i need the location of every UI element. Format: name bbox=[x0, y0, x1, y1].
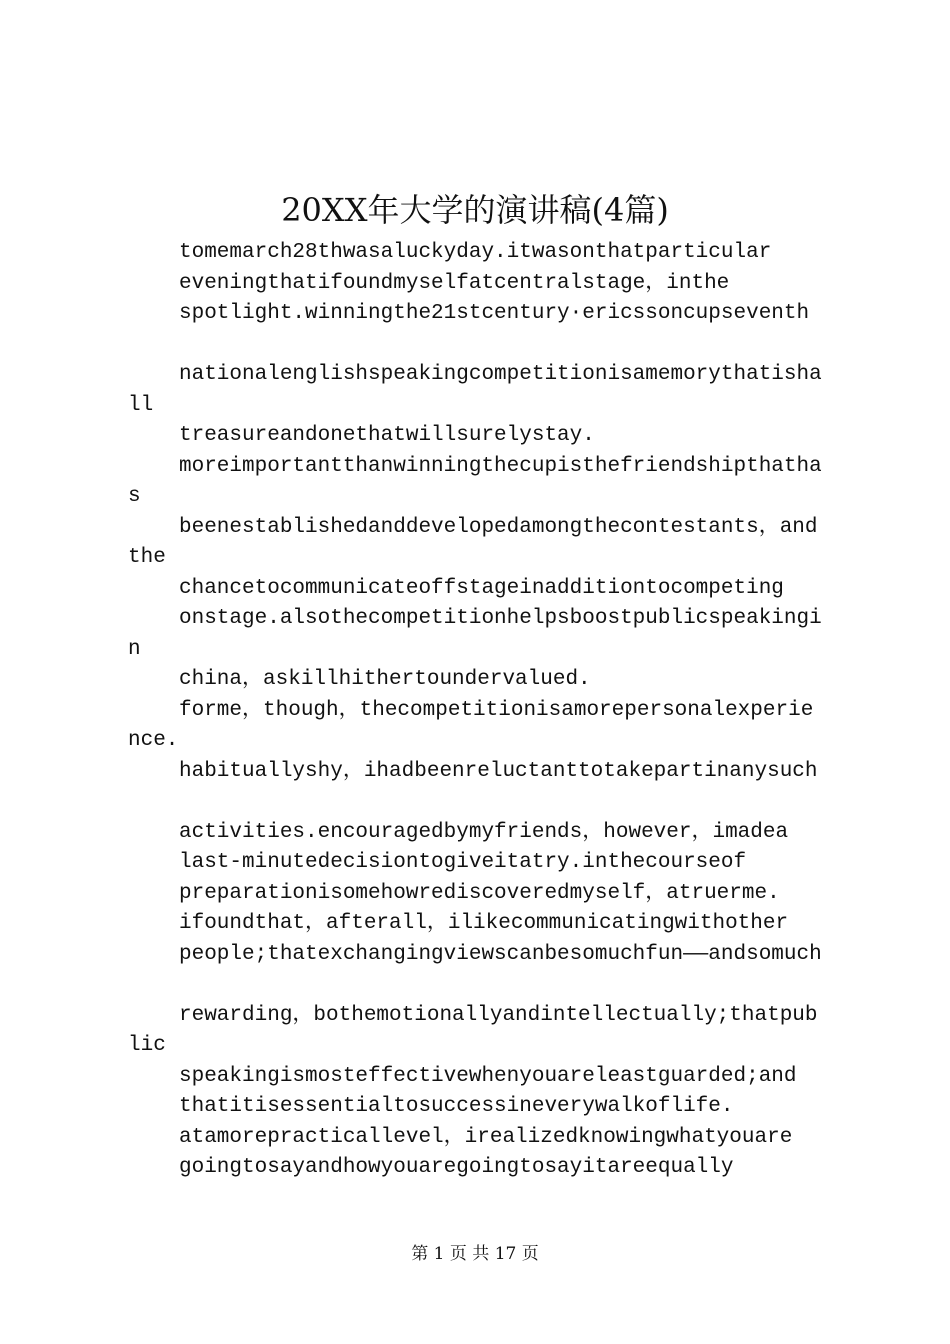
body-line: preparationisomehowrediscoveredmyself，atruerme. bbox=[179, 881, 780, 905]
body-line: onstage.alsothecompetitionhelpsboostpublicspeakingi bbox=[179, 607, 822, 630]
document-title: 20XX年大学的演讲稿(4篇) bbox=[281, 191, 669, 229]
body-line: spotlight.winningthe21stcentury·ericssoncupseventh bbox=[179, 302, 810, 325]
body-line: activities.encouragedbymyfriends，however，imadea bbox=[179, 820, 789, 844]
body-line: nce. bbox=[128, 729, 179, 752]
body-line: s bbox=[128, 485, 141, 508]
body-line: lic bbox=[128, 1034, 166, 1057]
body-line: china，askillhithertoundervalued. bbox=[179, 668, 591, 691]
body-line: ifoundthat，afterall，ilikecommunicatingwithother bbox=[179, 912, 789, 935]
body-line: goingtosayandhowyouaregoingtosayitareequally bbox=[179, 1156, 734, 1179]
body-line: atamorepracticallevel，irealizedknowingwhatyouare bbox=[179, 1125, 793, 1149]
body-line: forme，though，thecompetitionisamorepersonalexperie bbox=[179, 698, 814, 722]
body-line: thatitisessentialtosuccessineverywalkoflife. bbox=[179, 1095, 734, 1118]
body-line: speakingismosteffectivewhenyouareleastguarded;and bbox=[179, 1064, 797, 1088]
body-line: the bbox=[128, 546, 166, 569]
body-line: people;thatexchangingviewscanbesomuchfun——andsomuch bbox=[179, 942, 822, 966]
body-line: tomemarch28thwasaluckyday.itwasonthatparticular bbox=[179, 241, 772, 264]
body-line: ll bbox=[128, 393, 154, 417]
body-line: treasureandonethatwillsurelystay. bbox=[179, 424, 595, 447]
body-line bbox=[0, 970, 950, 1001]
body-line: moreimportantthanwinningthecupisthefriendshipthatha bbox=[179, 454, 822, 478]
body-line: eveningthatifoundmyselfatcentralstage，inthe bbox=[179, 271, 730, 295]
body-line: n bbox=[128, 637, 141, 661]
page-footer: 第 1 页 共 17 页 bbox=[411, 1244, 539, 1264]
body-line: habituallyshy，ihadbeenreluctanttotakepartinanysuch bbox=[179, 759, 818, 783]
body-line: chancetocommunicateoffstageinadditiontocompeting bbox=[179, 576, 784, 600]
body-line: nationalenglishspeakingcompetitionisamemorythatisha bbox=[179, 363, 822, 386]
document-body bbox=[0, 238, 950, 1184]
body-line: last-minutedecisiontogiveitatry.inthecourseof bbox=[179, 851, 747, 874]
body-line bbox=[0, 330, 950, 361]
body-line: beenestablishedanddevelopedamongthecontestants，and bbox=[179, 515, 818, 539]
body-line: rewarding，bothemotionallyandintellectually;thatpub bbox=[179, 1003, 818, 1027]
body-line bbox=[0, 787, 950, 818]
